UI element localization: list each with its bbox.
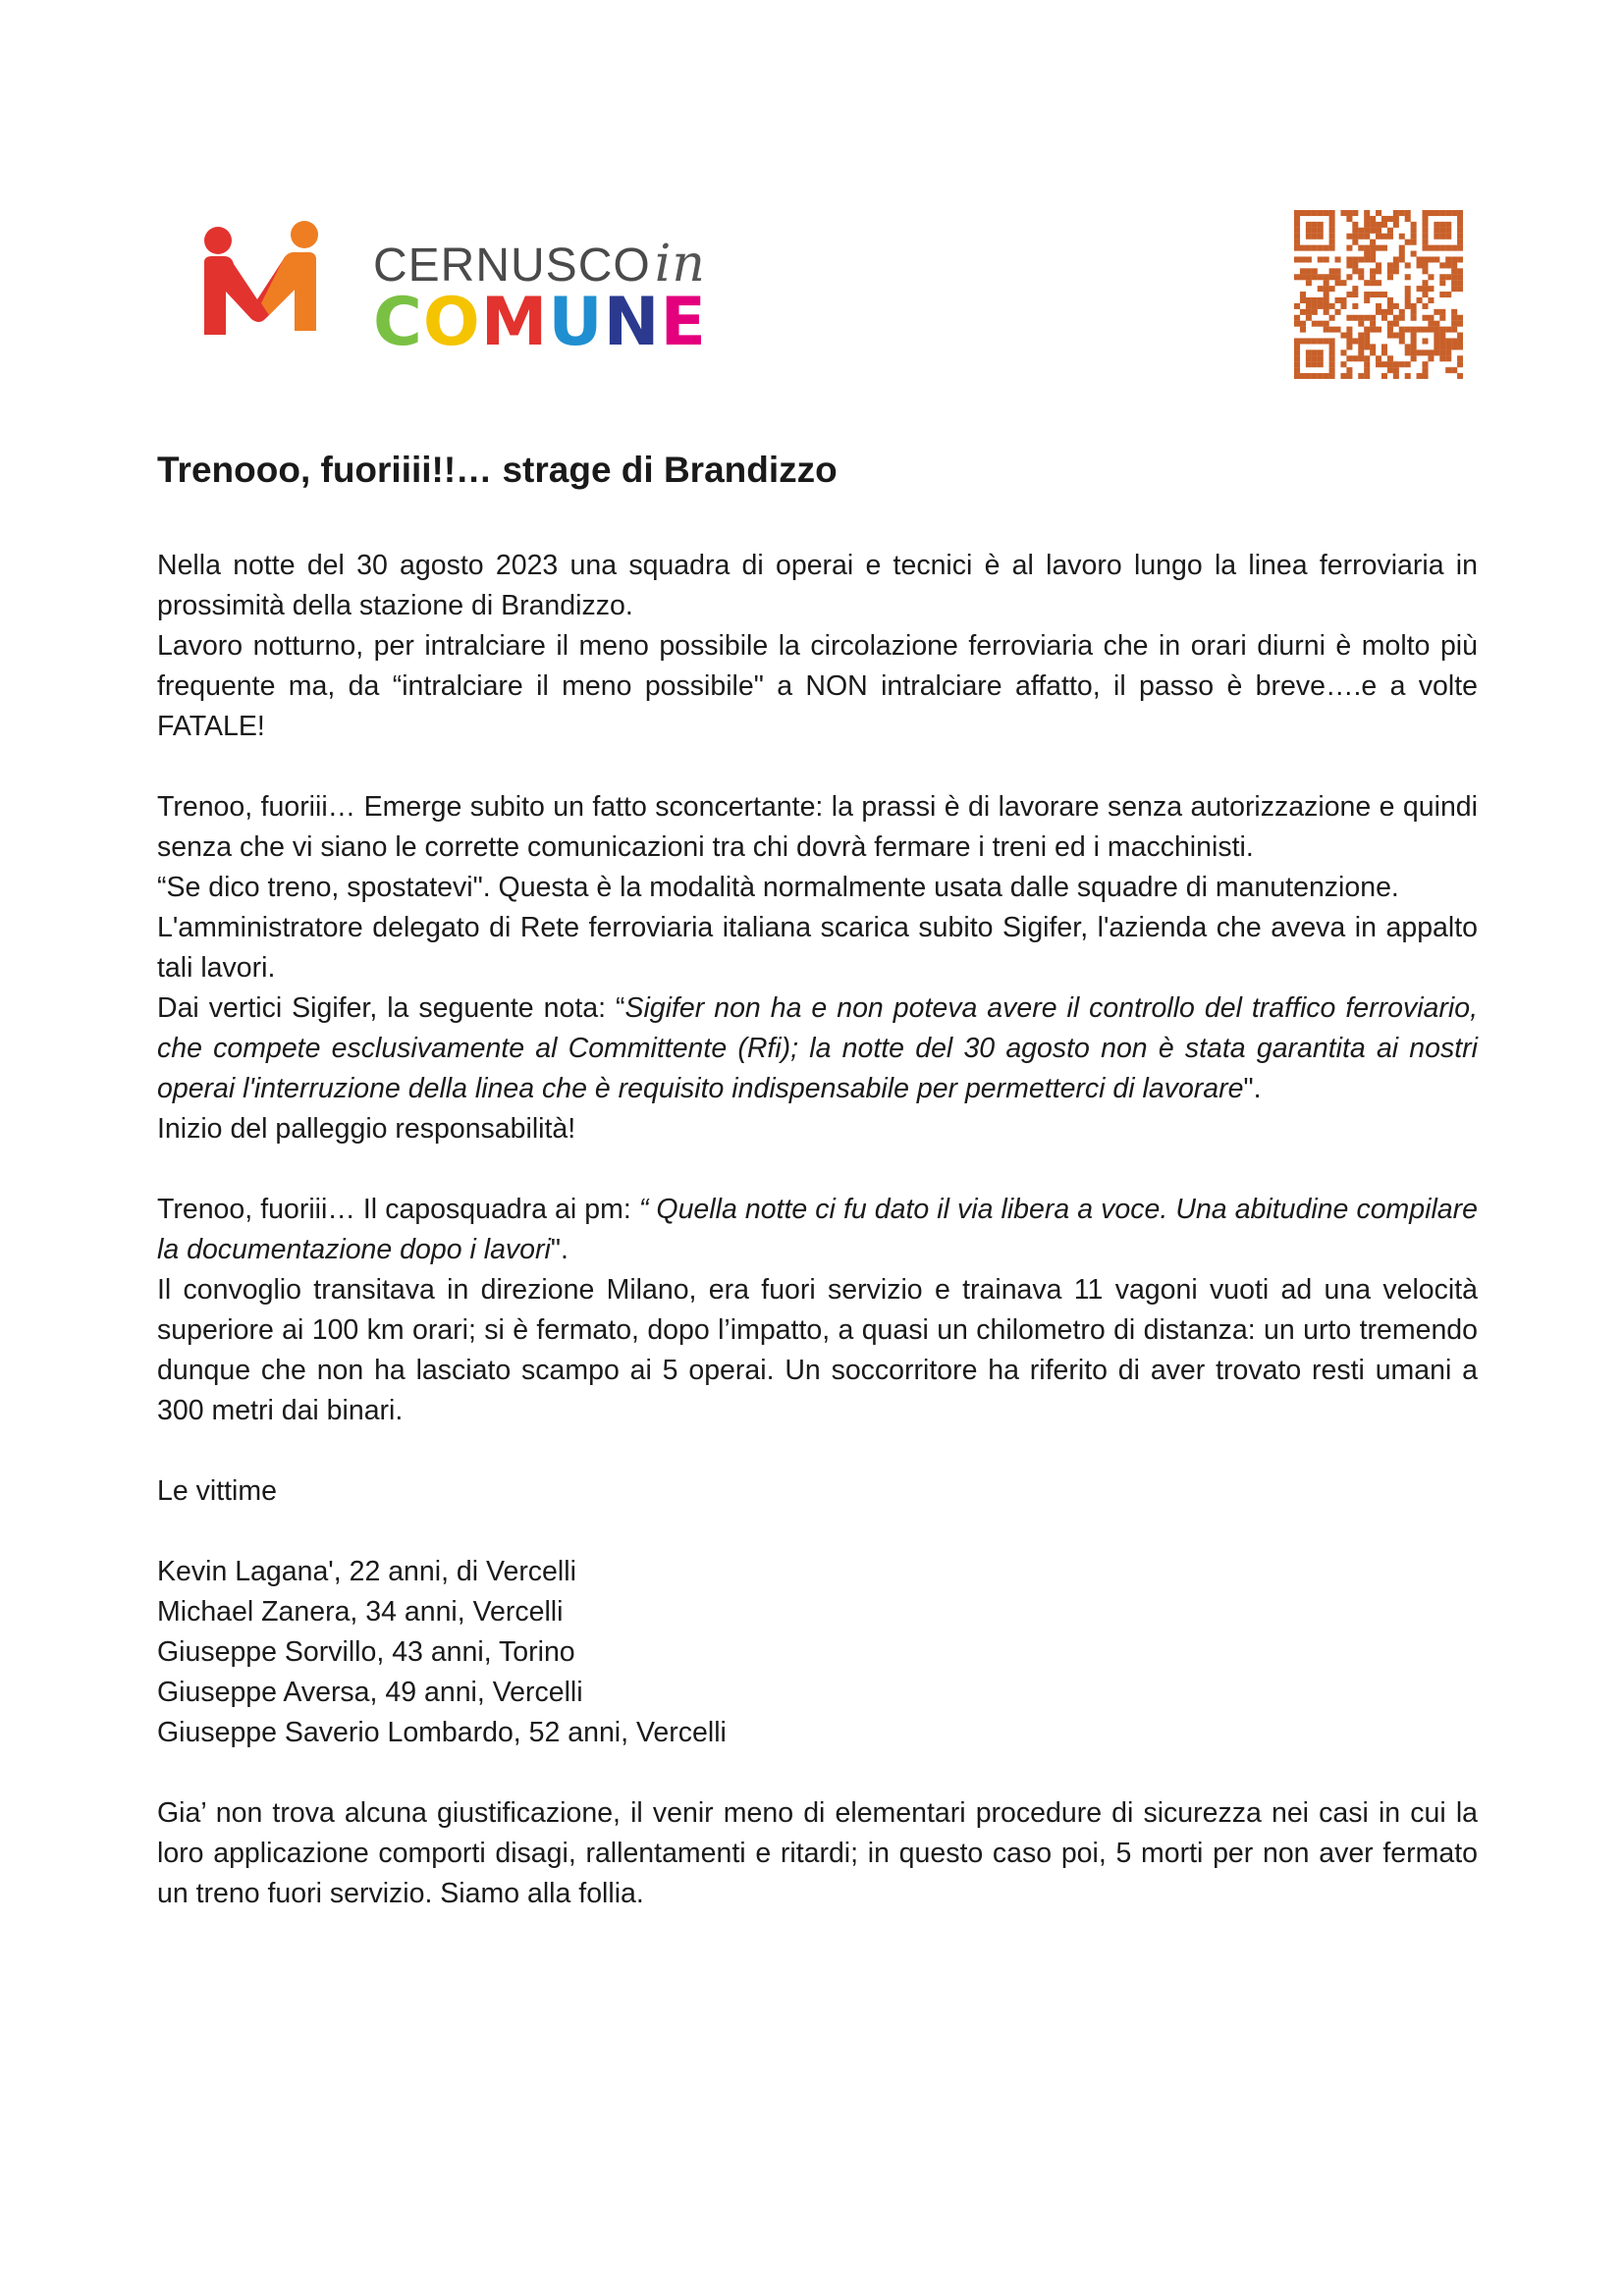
article-body — [157, 450, 1478, 1914]
paragraph-practice: Trenoo, fuoriii… Emerge subito un fatto sconcertante: la prassi è di lavorare senza autorizzazione e quindi senza che vi siano le corrette comunicazioni tra chi dovrà fermare i treni ed i macchinisti. — [157, 791, 1478, 863]
paragraph-night-work: Lavoro notturno, per intralciare il meno possibile la circolazione ferroviaria che in orari diurni è molto più frequente ma, da “intralciare il meno possibile" a NON intralciare affatto, il passo è breve….e a volte FATALE! — [157, 630, 1478, 742]
qr-code-icon — [1294, 210, 1463, 379]
paragraph-se-dico-treno: “Se dico treno, spostatevi". Questa è la modalità normalmente usata dalle squadre di manutenzione. — [157, 872, 1399, 903]
logo-letter: U — [548, 284, 604, 361]
logo-letter: M — [480, 284, 549, 361]
caposquadra-quote: “ Quella notte ci fu dato il via libera a voce. Una abitudine compilare la documentazione dopo i lavori — [157, 1194, 1478, 1265]
victims-heading: Le vittime — [157, 1475, 277, 1507]
logo-text-cernusco: CERNUSCOin — [373, 235, 706, 294]
list-item: Giuseppe Aversa, 49 anni, Vercelli — [157, 1677, 583, 1708]
list-item: Giuseppe Saverio Lombardo, 52 anni, Vercelli — [157, 1717, 727, 1748]
logo-letter: N — [603, 284, 661, 361]
paragraph-convoglio: Il convoglio transitava in direzione Milano, era fuori servizio e trainava 11 vagoni vuoti ad una velocità superiore ai 100 km orari; si è fermato, dopo l’impatto, a quasi un chilometro di distanza: un urto tremendo dunque che non ha lasciato scampo ai 5 operai. Un soccorritore ha riferito di aver trovato resti umani a 300 metri dai binari. — [157, 1274, 1478, 1426]
logo-letter: O — [422, 284, 481, 361]
paragraph-rfi: L'amministratore delegato di Rete ferroviaria italiana scarica subito Sigifer, l'azienda che aveva in appalto tali lavori. — [157, 912, 1478, 984]
paragraph-intro: Nella notte del 30 agosto 2023 una squadra di operai e tecnici è al lavoro lungo la linea ferroviaria in prossimità della stazione di Brandizzo. — [157, 550, 1478, 621]
article-title: Trenooo, fuoriiii!!… strage di Brandizzo — [157, 450, 838, 490]
logo-figures-icon — [196, 221, 329, 339]
paragraph-caposquadra: Trenoo, fuoriii… Il caposquadra ai pm: “ Quella notte ci fu dato il via libera a voce. Una abitudine compilare la documentazione dopo i lavori". — [157, 1194, 1478, 1265]
paragraph-sigifer-note: Dai vertici Sigifer, la seguente nota: “Sigifer non ha e non poteva avere il controllo del traffico ferroviario, che compete esclusivamente al Committente (Rfi); la notte del 30 agosto non è stata garantita ai nostri operai l'interruzione della linea che è requisito indispensabile per permetterci di lavorare". — [157, 992, 1479, 1104]
logo-text-comune — [373, 284, 707, 361]
list-item: Kevin Lagana', 22 anni, di Vercelli — [157, 1556, 576, 1587]
list-item: Giuseppe Sorvillo, 43 anni, Torino — [157, 1636, 575, 1668]
logo-letter: E — [660, 284, 707, 361]
list-item: Michael Zanera, 34 anni, Vercelli — [157, 1596, 564, 1628]
logo-letter: C — [373, 284, 423, 361]
sigifer-quote: Sigifer non ha e non poteva avere il controllo del traffico ferroviario, che compete esclusivamente al Committente (Rfi); la notte del 30 agosto non è stata garantita ai nostri operai l'interruzione della linea che è requisito indispensabile per permetterci di lavorare — [157, 992, 1479, 1104]
victims-list — [157, 1552, 1478, 1753]
page-header — [0, 0, 1624, 412]
paragraph-conclusion: Gia’ non trova alcuna giustificazione, il venir meno di elementari procedure di sicurezza nei casi in cui la loro applicazione comporti disagi, rallentamenti e ritardi; in questo caso poi, 5 morti per non aver fermato un treno fuori servizio. Siamo alla follia. — [157, 1797, 1478, 1909]
paragraph-palleggio: Inizio del palleggio responsabilità! — [157, 1113, 576, 1145]
cernusco-in-comune-logo — [196, 221, 727, 361]
